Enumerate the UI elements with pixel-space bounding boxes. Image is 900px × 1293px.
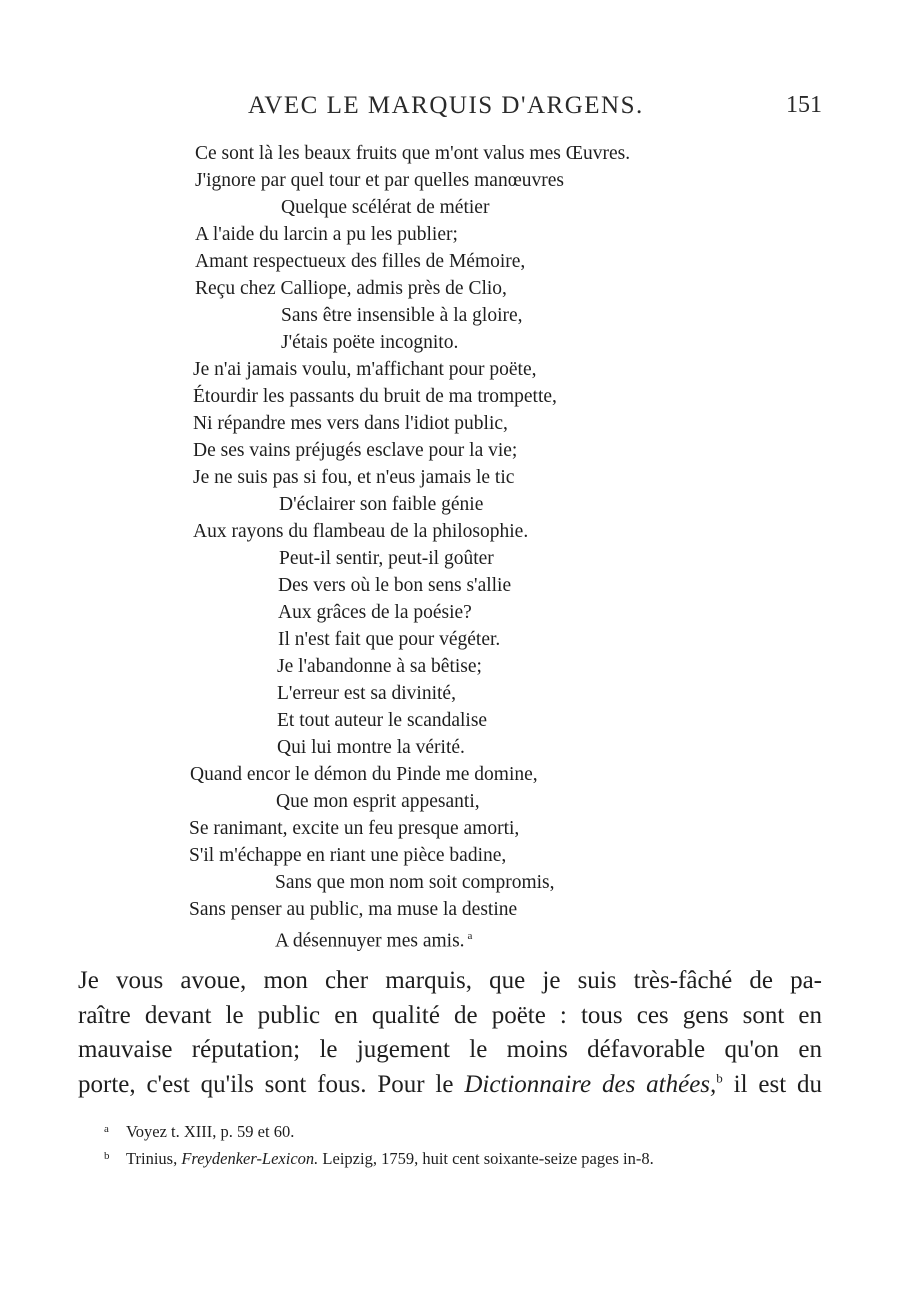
verse-line: De ses vains préjugés esclave pour la vie; (193, 440, 518, 461)
verse-line: Qui lui montre la vérité. (277, 737, 465, 758)
footnote-ref-a[interactable]: a (467, 930, 473, 942)
verse-line: Ce sont là les beaux fruits que m'ont valus mes Œuvres. (195, 143, 631, 164)
footnotes (104, 1118, 804, 1172)
verse-line: A l'aide du larcin a pu les publier; (195, 224, 458, 245)
verse-line: Se ranimant, excite un feu presque amorti, (189, 818, 520, 839)
italic-title: Dictionnaire des athées, (464, 1070, 717, 1098)
verse-line: Je ne suis pas si fou, et n'eus jamais le tic (193, 467, 515, 488)
verse-line: Sans que mon nom soit compromis, (275, 872, 555, 893)
verse-line: J'étais poëte incognito. (281, 332, 459, 353)
verse-line: Sans penser au public, ma muse la destine (189, 899, 518, 920)
verse-line: Il n'est fait que pour végéter. (278, 629, 501, 650)
verse-line-last (275, 923, 472, 955)
footnote-rest: Leipzig, 1759, huit cent soixante-seize pages in-8. (318, 1149, 654, 1168)
verse-line: Aux rayons du flambeau de la philosophie. (193, 521, 529, 542)
verse-line: Peut-il sentir, peut-il goûter (279, 548, 494, 569)
verse-line: Je n'ai jamais voulu, m'affichant pour poëte, (193, 359, 537, 380)
verse-line: Que mon esprit appesanti, (276, 791, 480, 812)
prose-text: il est du (722, 1070, 822, 1098)
verse-line: D'éclairer son faible génie (279, 494, 484, 515)
verse-line: Amant respectueux des filles de Mémoire, (195, 251, 526, 272)
prose-line: raître devant le public en qualité de poëte : tous ces gens sont en (78, 1001, 822, 1029)
verse-text: A désennuyer mes amis. (275, 930, 465, 952)
footnote-b (104, 1145, 804, 1172)
verse-line: L'erreur est sa divinité, (277, 683, 456, 704)
verse-line: Quelque scélérat de métier (281, 197, 490, 218)
prose-line: mauvaise réputation; le jugement le moins défavorable qu'on en (78, 1036, 822, 1063)
verse-line: Quand encor le démon du Pinde me domine, (190, 764, 538, 785)
footnote-ref-b[interactable]: b (716, 1070, 723, 1086)
verse-line: Et tout auteur le scandalise (277, 710, 488, 731)
verse-line: Étourdir les passants du bruit de ma trompette, (193, 386, 557, 407)
verse-line: Des vers où le bon sens s'allie (278, 575, 512, 596)
footnote-a (104, 1118, 804, 1145)
footnote-text: Voyez t. XIII, p. 59 et 60. (126, 1122, 295, 1141)
footnote-author: Trinius, (126, 1149, 182, 1168)
verse-line: J'ignore par quel tour et par quelles manœuvres (195, 170, 565, 191)
verse-line: S'il m'échappe en riant une pièce badine, (189, 845, 507, 866)
prose-line: Je vous avoue, mon cher marquis, que je suis très-fâché de pa- (78, 967, 822, 994)
verse-line: Je l'abandonne à sa bêtise; (277, 656, 482, 677)
verse-line: Sans être insensible à la gloire, (281, 305, 523, 326)
prose-line-last (78, 1068, 822, 1103)
verse-line: Ni répandre mes vers dans l'idiot public, (193, 413, 508, 434)
footnote-marker: a (104, 1123, 109, 1135)
running-title: AVEC LE MARQUIS D'ARGENS. (248, 92, 644, 119)
footnote-text (126, 1145, 654, 1172)
verse-line: Aux grâces de la poésie? (278, 602, 472, 623)
running-header (0, 92, 900, 126)
prose-paragraph (78, 964, 822, 1102)
footnote-marker: b (104, 1150, 110, 1162)
footnote-title: Freydenker-Lexicon. (181, 1149, 319, 1168)
verse-line: Reçu chez Calliope, admis près de Clio, (195, 278, 507, 299)
prose-text: porte, c'est qu'ils sont fous. Pour le (78, 1070, 465, 1098)
page-number: 151 (786, 92, 822, 118)
